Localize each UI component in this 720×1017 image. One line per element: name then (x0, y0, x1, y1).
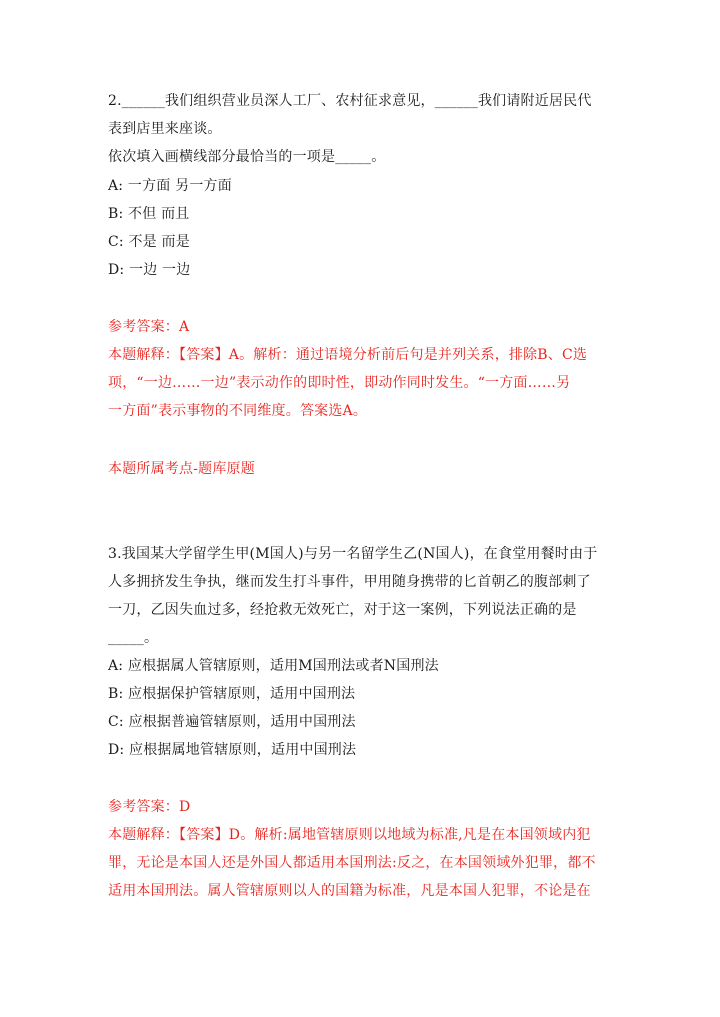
q3-explanation-line-2: 罪，无论是本国人还是外国人都适用本国刑法:反之，在本国领域外犯罪，都不 (108, 855, 596, 871)
q3-explanation-line-1: 本题解释：【答案】D。解析:属地管辖原则以地域为标准,凡是在本国领域内犯 (108, 827, 591, 843)
q2-stem-line-2: 表到店里来座谈。 (108, 121, 222, 137)
q3-option-d: D: 应根据属地管辖原则，适用中国刑法 (108, 742, 357, 758)
q2-option-c: C: 不是 而是 (108, 234, 190, 250)
q2-instruction: 依次填入画横线部分最恰当的一项是_____。 (108, 149, 386, 165)
q2-answer: 参考答案：A (108, 319, 190, 335)
q2-category: 本题所属考点-题库原题 (108, 461, 255, 477)
q2-option-a: A: 一方面 另一方面 (108, 178, 232, 194)
q3-answer: 参考答案：D (108, 799, 191, 815)
q2-explanation-line-1: 本题解释：【答案】A。解析：通过语境分析前后句是并列关系，排除B、C选 (108, 347, 588, 363)
q3-explanation-line-3: 适用本国刑法。属人管辖原则以人的国籍为标准，凡是本国人犯罪，不论是在 (108, 883, 591, 899)
q3-option-a: A: 应根据属人管辖原则，适用M国刑法或者N国刑法 (108, 658, 439, 674)
q3-option-b: B: 应根据保护管辖原则，适用中国刑法 (108, 686, 356, 702)
q2-option-b: B: 不但 而且 (108, 206, 190, 222)
q2-explanation-line-2: 项，“一边……一边”表示动作的即时性，即动作同时发生。“一方面……另 (108, 375, 571, 391)
q3-stem-line-3: 一刀，乙因失血过多，经抢救无效死亡，对于这一案例，下列说法正确的是 (108, 602, 577, 618)
q3-stem-line-2: 人多拥挤发生争执，继而发生打斗事件，甲用随身携带的匕首朝乙的腹部刺了 (108, 574, 591, 590)
q3-option-c: C: 应根据普遍管辖原则，适用中国刑法 (108, 714, 356, 730)
q3-stem-line-4: _____。 (108, 630, 159, 646)
q2-stem-line-1: 2.______我们组织营业员深人工厂、农村征求意见，______我们请附近居民代 (108, 93, 592, 109)
q3-stem-line-1: 3.我国某大学留学生甲(M国人)与另一名留学生乙(N国人)，在食堂用餐时由于 (108, 546, 598, 562)
q2-explanation-line-3: 一方面”表示事物的不同维度。答案选A。 (108, 403, 368, 419)
q2-option-d: D: 一边 一边 (108, 262, 191, 278)
